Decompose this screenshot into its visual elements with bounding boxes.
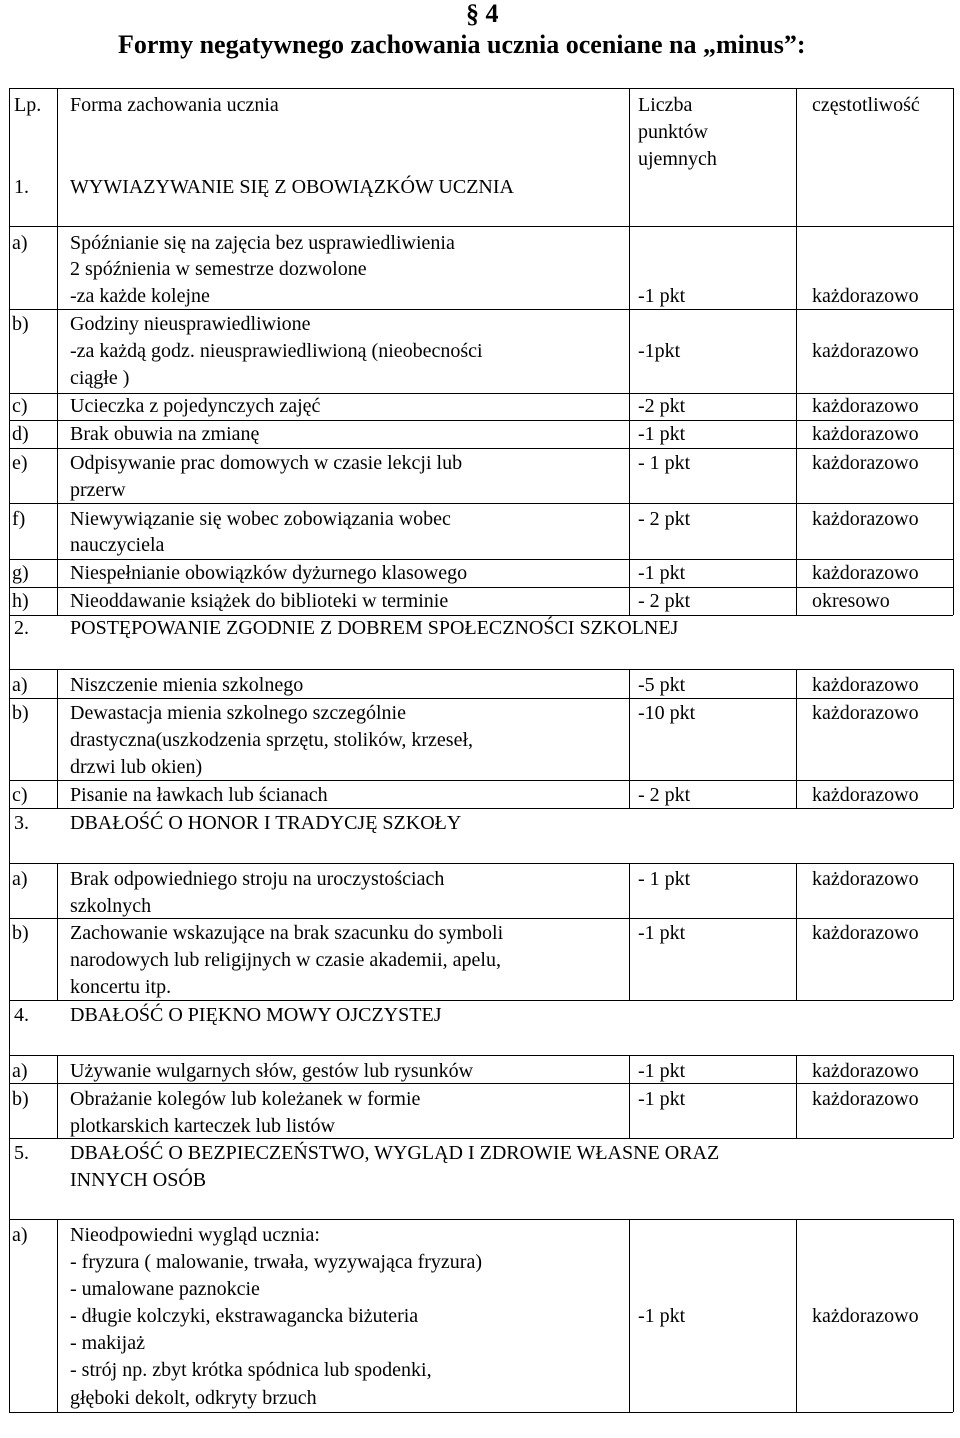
item-description-line: Godziny nieusprawiedliwione [70, 313, 311, 335]
section-title: INNYCH OSÓB [70, 1169, 207, 1191]
column-divider [57, 226, 58, 309]
item-letter: b) [12, 313, 29, 335]
item-frequency: każdorazowo [812, 285, 919, 307]
item-description-line: Nieoddawanie książek do biblioteki w terminie [70, 590, 449, 612]
column-divider [953, 226, 954, 615]
row-divider [9, 669, 953, 670]
column-divider [57, 780, 58, 808]
column-divider [953, 863, 954, 1000]
item-description-line: narodowych lub religijnych w czasie akademii, apelu, [70, 949, 501, 971]
item-frequency: każdorazowo [812, 922, 919, 944]
item-description-line: plotkarskich karteczek lub listów [70, 1115, 335, 1137]
header-form: Forma zachowania ucznia [70, 94, 279, 116]
item-description-line: koncertu itp. [70, 976, 172, 998]
item-points: -1 pkt [638, 1305, 686, 1327]
column-divider [629, 88, 630, 226]
row-divider [9, 1083, 953, 1084]
item-points: -1 pkt [638, 922, 686, 944]
item-letter: a) [12, 868, 28, 890]
item-letter: a) [12, 1224, 28, 1246]
column-divider [57, 1083, 58, 1138]
item-description-line: Obrażanie kolegów lub koleżanek w formie [70, 1088, 421, 1110]
row-divider [9, 1412, 953, 1413]
item-frequency: każdorazowo [812, 1060, 919, 1082]
item-letter: e) [12, 452, 28, 474]
item-letter: f) [12, 508, 26, 530]
item-points: - 2 pkt [638, 590, 691, 612]
item-description-line: Niszczenie mienia szkolnego [70, 674, 304, 696]
item-description-line: Niespełnianie obowiązków dyżurnego klasowego [70, 562, 468, 584]
page-number: § 4 [466, 0, 499, 28]
column-divider [796, 1055, 797, 1138]
item-description-line: nauczyciela [70, 534, 165, 556]
row-divider [9, 1000, 953, 1001]
column-divider [57, 309, 58, 393]
row-divider [9, 918, 953, 919]
column-divider [57, 503, 58, 559]
column-divider [57, 393, 58, 420]
item-letter: c) [12, 784, 28, 806]
section-number: 3. [14, 812, 29, 834]
column-divider [57, 863, 58, 918]
column-divider [629, 1219, 630, 1412]
column-divider [796, 1219, 797, 1412]
item-description-line: - długie kolczyki, ekstrawagancka biżuteria [70, 1305, 419, 1327]
column-divider [57, 669, 58, 698]
row-divider [9, 88, 953, 89]
column-divider [57, 587, 58, 615]
column-divider [57, 918, 58, 1000]
column-divider [57, 1055, 58, 1083]
section-title: DBAŁOŚĆ O BEZPIECZEŃSTWO, WYGLĄD I ZDROWIE WŁASNE ORAZ [70, 1142, 720, 1164]
header-points: Liczba [638, 94, 693, 116]
column-divider [629, 863, 630, 1000]
item-description-line: Ucieczka z pojedynczych zajęć [70, 395, 321, 417]
item-description-line: Spóźnianie się na zajęcia bez usprawiedliwienia [70, 232, 455, 254]
item-frequency: każdorazowo [812, 562, 919, 584]
item-letter: b) [12, 702, 29, 724]
item-letter: b) [12, 1088, 29, 1110]
item-description-line: drzwi lub okien) [70, 756, 203, 778]
item-frequency: każdorazowo [812, 674, 919, 696]
column-divider [796, 863, 797, 1000]
item-description-line: drastyczna(uszkodzenia sprzętu, stolików, krzeseł, [70, 729, 473, 751]
item-points: -1 pkt [638, 562, 686, 584]
item-description-line: - strój np. zbyt krótka spódnica lub spodenki, [70, 1359, 432, 1381]
item-description-line: Używanie wulgarnych słów, gestów lub rysunków [70, 1060, 474, 1082]
item-letter: d) [12, 423, 29, 445]
item-description-line: - fryzura ( malowanie, trwała, wyzywająca fryzura) [70, 1251, 482, 1273]
item-description-line: 2 spóźnienia w semestrze dozwolone [70, 258, 367, 280]
item-description-line: Brak obuwia na zmianę [70, 423, 260, 445]
item-description-line: Odpisywanie prac domowych w czasie lekcji lub [70, 452, 463, 474]
column-divider [629, 1055, 630, 1138]
item-points: -1 pkt [638, 423, 686, 445]
item-letter: g) [12, 562, 29, 584]
column-divider [57, 1219, 58, 1412]
column-divider [953, 88, 954, 226]
item-frequency: każdorazowo [812, 423, 919, 445]
section-title: WYWIAZYWANIE SIĘ Z OBOWIĄZKÓW UCZNIA [70, 176, 514, 198]
column-divider [57, 420, 58, 448]
column-divider [796, 88, 797, 226]
item-letter: a) [12, 1060, 28, 1082]
item-description-line: Pisanie na ławkach lub ścianach [70, 784, 328, 806]
section-number: 4. [14, 1004, 29, 1026]
column-divider [629, 669, 630, 808]
item-description-line: Nieodpowiedni wygląd ucznia: [70, 1224, 320, 1246]
column-divider [57, 698, 58, 780]
item-description-line: Niewywiązanie się wobec zobowiązania wobec [70, 508, 451, 530]
item-points: -5 pkt [638, 674, 686, 696]
row-divider [9, 698, 953, 699]
header-lp: Lp. [14, 94, 42, 116]
item-frequency: każdorazowo [812, 1305, 919, 1327]
item-points: - 1 pkt [638, 452, 691, 474]
item-frequency: każdorazowo [812, 1088, 919, 1110]
column-divider [57, 88, 58, 226]
row-divider [9, 1055, 953, 1056]
item-frequency: każdorazowo [812, 340, 919, 362]
item-description-line: Dewastacja mienia szkolnego szczególnie [70, 702, 406, 724]
section-number: 5. [14, 1142, 29, 1164]
item-description-line: Brak odpowiedniego stroju na uroczystościach [70, 868, 445, 890]
row-divider [9, 863, 953, 864]
section-number: 2. [14, 617, 29, 639]
row-divider [9, 448, 953, 449]
column-divider [9, 88, 10, 1412]
item-description-line: Zachowanie wskazujące na brak szacunku do symboli [70, 922, 504, 944]
item-frequency: każdorazowo [812, 702, 919, 724]
row-divider [9, 503, 953, 504]
item-frequency: okresowo [812, 590, 890, 612]
item-points: - 2 pkt [638, 784, 691, 806]
item-frequency: każdorazowo [812, 452, 919, 474]
section-number: 1. [14, 176, 29, 198]
section-title: POSTĘPOWANIE ZGODNIE Z DOBREM SPOŁECZNOŚCI SZKOLNEJ [70, 617, 679, 639]
row-divider [9, 780, 953, 781]
item-letter: a) [12, 232, 28, 254]
column-divider [57, 559, 58, 587]
item-letter: a) [12, 674, 28, 696]
item-points: - 1 pkt [638, 868, 691, 890]
column-divider [796, 669, 797, 808]
header-points: ujemnych [638, 148, 717, 170]
item-description-line: przerw [70, 479, 126, 501]
column-divider [953, 1055, 954, 1138]
item-frequency: każdorazowo [812, 868, 919, 890]
document-title: Formy negatywnego zachowania ucznia oceniane na „minus”: [118, 30, 806, 59]
item-description-line: - makijaż [70, 1332, 145, 1354]
row-divider [9, 1138, 953, 1139]
row-divider [9, 808, 953, 809]
item-frequency: każdorazowo [812, 784, 919, 806]
item-description-line: -za każde kolejne [70, 285, 210, 307]
item-points: -1 pkt [638, 1060, 686, 1082]
row-divider [9, 226, 953, 227]
item-frequency: każdorazowo [812, 395, 919, 417]
item-points: -1 pkt [638, 285, 686, 307]
item-description-line: szkolnych [70, 895, 152, 917]
header-points: punktów [638, 121, 708, 143]
item-description-line: - umalowane paznokcie [70, 1278, 260, 1300]
item-description-line: głęboki dekolt, odkryty brzuch [70, 1387, 317, 1409]
item-points: - 2 pkt [638, 508, 691, 530]
column-divider [57, 448, 58, 503]
item-description-line: ciągłe ) [70, 367, 130, 389]
item-points: -10 pkt [638, 702, 696, 724]
column-divider [953, 1219, 954, 1412]
item-points: -2 pkt [638, 395, 686, 417]
item-letter: h) [12, 590, 29, 612]
column-divider [953, 669, 954, 808]
item-letter: c) [12, 395, 28, 417]
row-divider [9, 1219, 953, 1220]
header-frequency: częstotliwość [812, 94, 920, 116]
item-points: -1pkt [638, 340, 681, 362]
item-letter: b) [12, 922, 29, 944]
item-points: -1 pkt [638, 1088, 686, 1110]
item-description-line: -za każdą godz. nieusprawiedliwioną (nieobecności [70, 340, 483, 362]
row-divider [9, 309, 953, 310]
section-title: DBAŁOŚĆ O PIĘKNO MOWY OJCZYSTEJ [70, 1004, 442, 1026]
item-frequency: każdorazowo [812, 508, 919, 530]
section-title: DBAŁOŚĆ O HONOR I TRADYCJĘ SZKOŁY [70, 812, 462, 834]
